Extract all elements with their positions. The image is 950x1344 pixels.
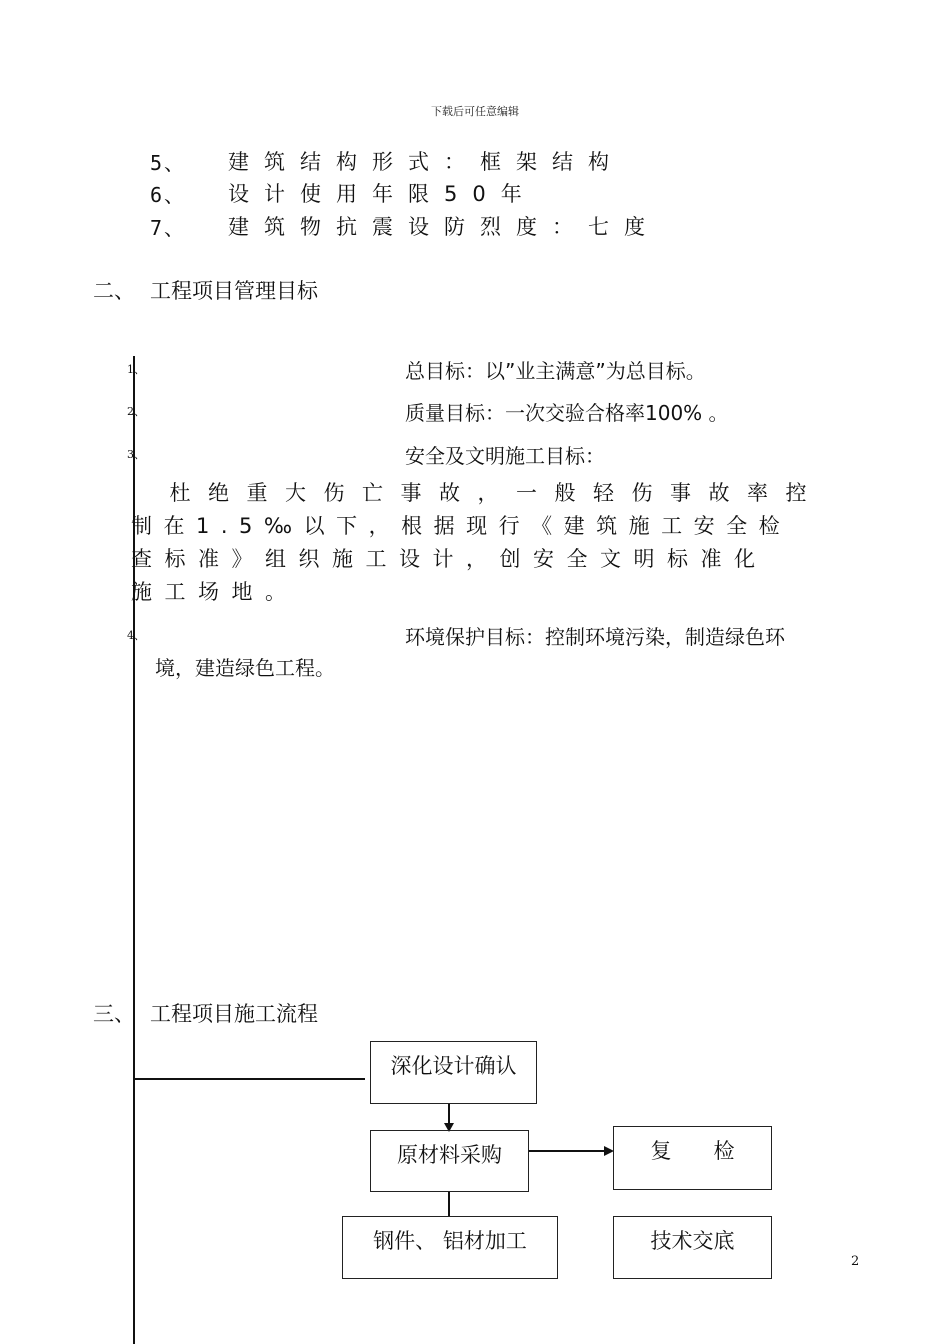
safety-line-2: 制在1.5‰以下，根据现行《建筑施工安全检	[131, 514, 792, 538]
goal-4-text: 环境保护目标：控制环境污染，制造绿色环	[405, 625, 785, 649]
flow-box-material-purchase	[370, 1130, 529, 1192]
item-5-number: 5、	[150, 151, 187, 175]
section-3-number: 三、	[93, 1002, 135, 1026]
goal-1-number: 1、	[127, 363, 145, 376]
flow-box-steel-aluminum-processing	[342, 1216, 558, 1279]
item-7-number: 7、	[150, 216, 187, 240]
flow-box-design-confirm	[370, 1041, 537, 1104]
goal-1-text: 总目标：以”业主满意”为总目标。	[405, 359, 706, 383]
flow-box-technical-briefing-label: 技术交底	[650, 1229, 735, 1253]
safety-line-4: 施工场地。	[131, 580, 299, 604]
goal-4-continuation: 境，建造绿色工程。	[155, 656, 335, 680]
arrow-material-to-processing	[448, 1192, 450, 1216]
goal-3-number: 3、	[127, 448, 145, 461]
section-2-title: 工程项目管理目标	[150, 279, 318, 303]
arrow-material-to-recheck	[529, 1150, 605, 1152]
page-header: 下载后可任意编辑	[431, 105, 519, 118]
item-6-text: 设计使用年限50年	[228, 182, 537, 206]
item-6-number: 6、	[150, 183, 187, 207]
flow-box-recheck	[613, 1126, 772, 1190]
arrow-design-to-material	[448, 1104, 450, 1125]
flow-box-recheck-label: 复 检	[650, 1139, 735, 1163]
flow-box-material-purchase-label: 原材料采购	[397, 1143, 502, 1167]
goal-2-text: 质量目标：一次交验合格率100% 。	[405, 401, 729, 425]
item-5-text: 建筑结构形式：框架结构	[228, 150, 624, 174]
safety-paragraph	[131, 477, 824, 609]
goal-3-text: 安全及文明施工目标：	[405, 444, 605, 468]
goal-4-number: 4、	[127, 629, 145, 642]
safety-line-3: 查标准》组织施工设计，创安全文明标准化	[131, 547, 768, 571]
flow-box-design-confirm-label: 深化设计确认	[390, 1054, 517, 1078]
section-2-number: 二、	[93, 279, 135, 303]
safety-line-1: 杜绝重大伤亡事故，一般轻伤事故率控	[131, 481, 824, 505]
page-number: 2	[851, 1254, 860, 1269]
item-7-text: 建筑物抗震设防烈度：七度	[228, 215, 660, 239]
flow-box-steel-aluminum-processing-label: 钢件、 铝材加工	[373, 1229, 527, 1253]
section-3-title: 工程项目施工流程	[150, 1002, 318, 1026]
flow-box-technical-briefing	[613, 1216, 772, 1279]
goal-2-number: 2、	[127, 405, 145, 418]
horizontal-rule	[133, 1078, 365, 1080]
